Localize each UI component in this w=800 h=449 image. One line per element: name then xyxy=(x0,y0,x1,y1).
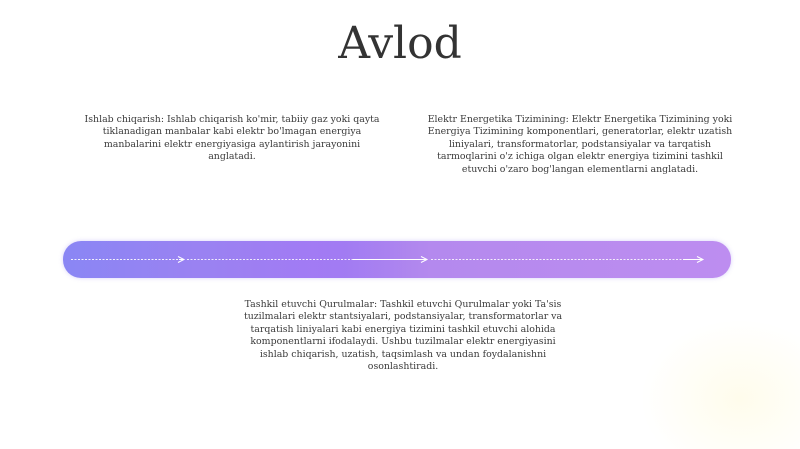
page-title: Avlod xyxy=(338,18,462,69)
timeline-arrows xyxy=(63,241,731,278)
text-block-ishlab-chiqarish: Ishlab chiqarish: Ishlab chiqarish ko'mir, tabiiy gaz yoki qayta tiklanadigan manbalar kabi elektr bo'lmagan energiya manbalarini elektr energiyasiga aylantirish jarayonini anglatadi. xyxy=(84,114,380,163)
text-block-elektr-energetika: Elektr Energetika Tizimining: Elektr Energetika Tizimining yoki Energiya Tizimining komponentlari, generatorlar, elektr uzatish liniyalari, transformatorlar, podstansiyalar va tarqatish tarmoqlarini o'z ichiga olgan elektr energiya tizimini tashkil etuvchi o'zaro bog'langan elementlarni anglatadi. xyxy=(427,114,733,175)
timeline-bar xyxy=(63,241,731,278)
text-block-tashkil-etuvchi: Tashkil etuvchi Qurulmalar: Tashkil etuvchi Qurulmalar yoki Ta'sis tuzilmalari elektr stantsiyalari, podstansiyalar, transformatorlar va tarqatish liniyalari kabi energiya tizimini tashkil etuvchi alohida komponentlarni ifodalaydi. Ushbu tuzilmalar elektr energiyasini ishlab chiqarish, uzatish, taqsimlash va undan foydalanishni osonlashtiradi. xyxy=(243,299,563,373)
background-glow xyxy=(640,319,800,449)
